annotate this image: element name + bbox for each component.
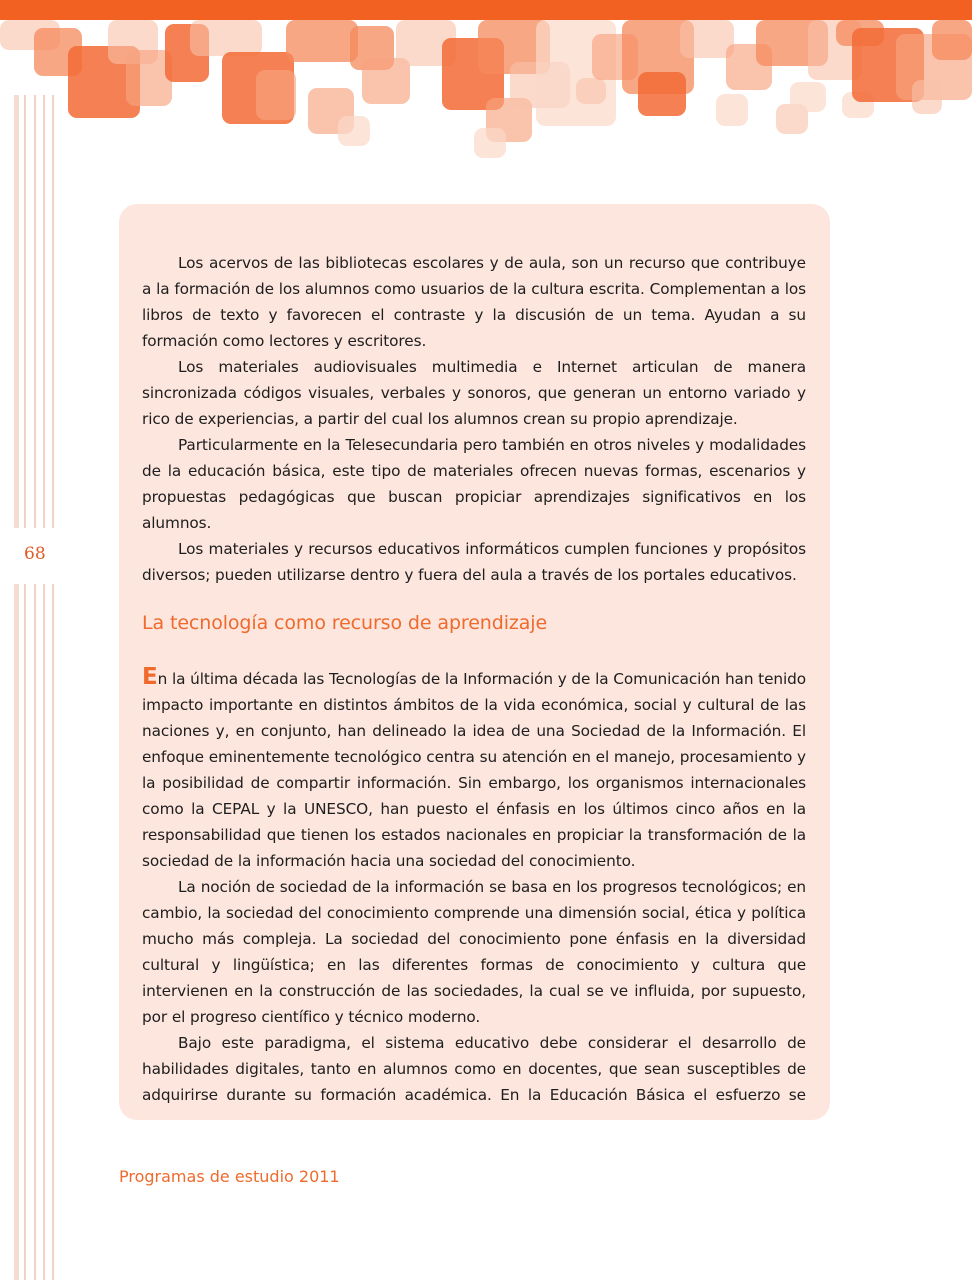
decorative-banner <box>0 20 972 165</box>
margin-stripe <box>24 95 26 1280</box>
paragraph-text: n la última década las Tecnologías de la Información y de la Comunicación han tenido impacto importante en distintos ámbitos de la vida económica, social y cultural de las naciones y, en conjunto, han delineado la idea de una Sociedad de la Información. El enfoque eminentemente tecnológico centra su atención en el manejo, procesamiento y la posibilidad de compartir información. Sin embargo, los organismos internacionales como la CEPAL y la UNESCO, han puesto el énfasis en los últimos cinco años en la responsabilidad que tienen los estados nacionales en propiciar la transformación de la sociedad de la información hacia una sociedad del conocimiento. <box>142 670 806 870</box>
page-number: 68 <box>24 544 46 564</box>
paragraph: La noción de sociedad de la información se basa en los progresos tecnológicos; en cambio, la sociedad del conocimiento comprende una dimensión social, ética y política mucho más compleja. La sociedad del conocimiento pone énfasis en la diversidad cultural y lingüística; en las diferentes formas de conocimiento y cultura que intervienen en la construcción de las sociedades, la cual se ve influida, por supuesto, por el progreso científico y técnico moderno. <box>142 878 806 1026</box>
margin-stripe <box>14 95 19 1280</box>
drop-cap: E <box>142 664 158 690</box>
paragraph: Los acervos de las bibliotecas escolares y de aula, son un recurso que contribuye a la formación de los alumnos como usuarios de la cultura escrita. Complementan a los libros de texto y favorecen el contraste y la discusión de un tema. Ayudan a su formación como lectores y escritores. <box>142 254 806 350</box>
margin-stripe <box>52 95 54 1280</box>
paragraph: Los materiales audiovisuales multimedia e Internet articulan de manera sincronizada códigos visuales, verbales y sonoros, que generan un entorno variado y rico de experiencias, a partir del cual los alumnos crean su propio aprendizaje. <box>142 358 806 428</box>
paragraph <box>142 664 806 874</box>
paragraph: Los materiales y recursos educativos informáticos cumplen funciones y propósitos diversos; pueden utilizarse dentro y fuera del aula a través de los portales educativos. <box>142 540 806 584</box>
margin-stripe <box>34 95 36 1280</box>
paragraph: Particularmente en la Telesecundaria pero también en otros niveles y modalidades de la educación básica, este tipo de materiales ofrecen nuevas formas, escenarios y propuestas pedagógicas que buscan propiciar aprendizajes significativos en los alumnos. <box>142 436 806 532</box>
section-heading: La tecnología como recurso de aprendizaje <box>142 612 548 634</box>
margin-stripe <box>43 95 45 1280</box>
body-text <box>142 250 806 1108</box>
paragraph: Bajo este paradigma, el sistema educativo debe considerar el desarrollo de habilidades digitales, tanto en alumnos como en docentes, que sean susceptibles de adquirirse durante su formación académica. En la Educación Básica el esfuerzo se <box>142 1034 806 1104</box>
footer-title: Programas de estudio 2011 <box>119 1167 340 1186</box>
header-bar <box>0 0 972 20</box>
